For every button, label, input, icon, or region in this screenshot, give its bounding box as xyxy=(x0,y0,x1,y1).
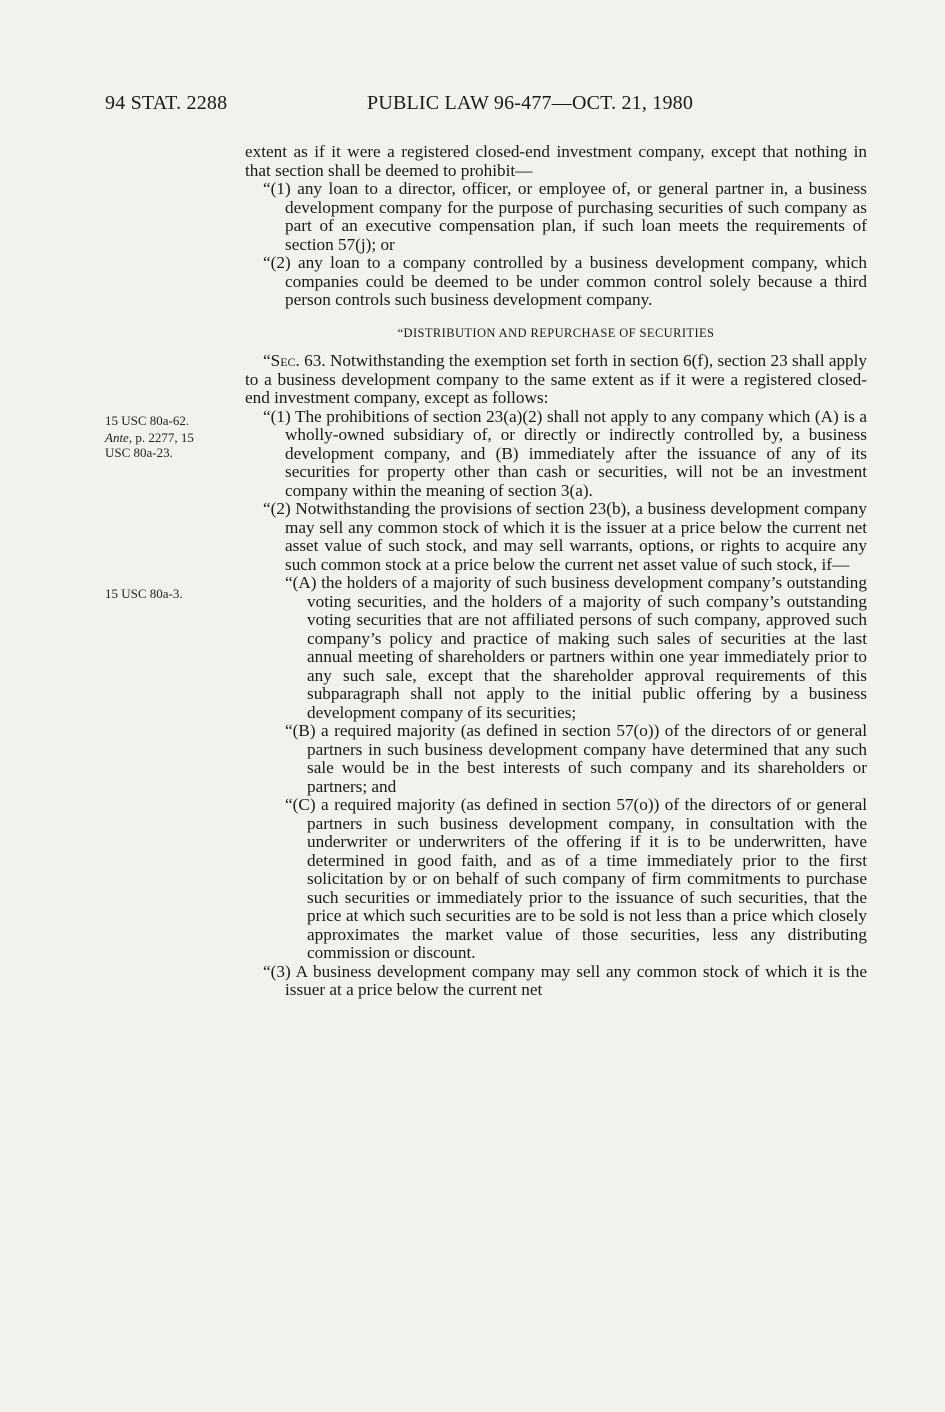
section-text: . 63. Notwithstanding the exemption set forth in section 6(f), section 23 shall apply to a business development company to the same extent as if it were a registered closed-end investment company, except as follows: xyxy=(245,351,867,407)
margin-note-text: 15 USC 80a-3. xyxy=(105,586,183,601)
paragraph-item-1: “(1) any loan to a director, officer, or employee of, or general partner in, a business development company for the purpose of purchasing securities of such company as part of an executive compensation plan, if such loan meets the requirements of section 57(j); or xyxy=(263,179,867,254)
margin-note-text: 15 USC 80a-62. xyxy=(105,413,190,428)
margin-note-ante-rest: p. 2277, 15 xyxy=(135,430,194,445)
subparagraph-c: “(C) a required majority (as defined in section 57(o)) of the directors of or general partners in such business development company, in consultation with the underwriter or underwriters of the offering if it is to be underwritten, have determined in good faith, and as of a time immediately prior to the first solicitation by or on behalf of such company of firm commitments to purchase such securities or immediately prior to the issuance of such securities, that the price at which such securities are to be sold is not less than a price which closely approximates the market value of those securities, less any distributing commission or discount. xyxy=(285,795,867,962)
paragraph-continuation: extent as if it were a registered closed-end investment company, except that nothing in that section shall be deemed to prohibit— xyxy=(245,142,867,180)
paragraph-sec63-item-3: “(3) A business development company may sell any common stock of which it is the issuer at a price below the current net xyxy=(263,961,867,999)
section-smallcaps: ec xyxy=(280,351,296,370)
section-prefix: “S xyxy=(263,351,281,370)
section-63-intro xyxy=(245,352,867,408)
margin-note-usc-80a-3 xyxy=(105,586,183,601)
section-heading: “DISTRIBUTION AND REPURCHASE OF SECURITIES xyxy=(397,325,715,340)
margin-note-ante xyxy=(105,430,194,460)
subparagraph-b: “(B) a required majority (as defined in section 57(o)) of the directors of or general partners in such business development company have determined that any such sale would be in the best interests of such company and its shareholders or partners; and xyxy=(285,721,867,796)
statute-page-reference: 94 STAT. 2288 xyxy=(105,92,228,114)
document-body xyxy=(245,143,867,1000)
page-header xyxy=(105,92,865,122)
paragraph-sec63-item-1: “(1) The prohibitions of section 23(a)(2) shall not apply to any company which (A) is a wholly-owned subsidiary of, or directly or indirectly controlled by, a business development company, and (B) immediately after the issuance of any of its securities for property other than cash or securities, will not be an investment company within the meaning of section 3(a). xyxy=(263,406,867,500)
margin-note-ante-line2: USC 80a-23. xyxy=(105,445,173,460)
paragraph-item-2: “(2) any loan to a company controlled by a business development company, which companies could be deemed to be under common control solely because a third person controls such business development company. xyxy=(263,253,867,309)
margin-note-ante-italic: Ante, xyxy=(105,430,133,445)
paragraph-sec63-item-2: “(2) Notwithstanding the provisions of section 23(b), a business development company may sell any common stock of which it is the issuer at a price below the current net asset value of such stock, and may sell warrants, options, or rights to acquire any such common stock at a price below the current net asset value of such stock, if— xyxy=(263,499,867,574)
subparagraph-a: “(A) the holders of a majority of such business development company’s outstanding voting securities, and the holders of a majority of such company’s outstanding voting securities that are not affiliated persons of such company, approved such company’s policy and practice of making such sales of securities at the last annual meeting of shareholders or partners within one year immediately prior to any such sale, except that the shareholder approval requirements of this subparagraph shall not apply to the initial public offering by a business development company of its securities; xyxy=(285,573,867,722)
public-law-title: PUBLIC LAW 96-477—OCT. 21, 1980 xyxy=(367,92,694,114)
margin-note-usc-80a-62 xyxy=(105,413,189,428)
